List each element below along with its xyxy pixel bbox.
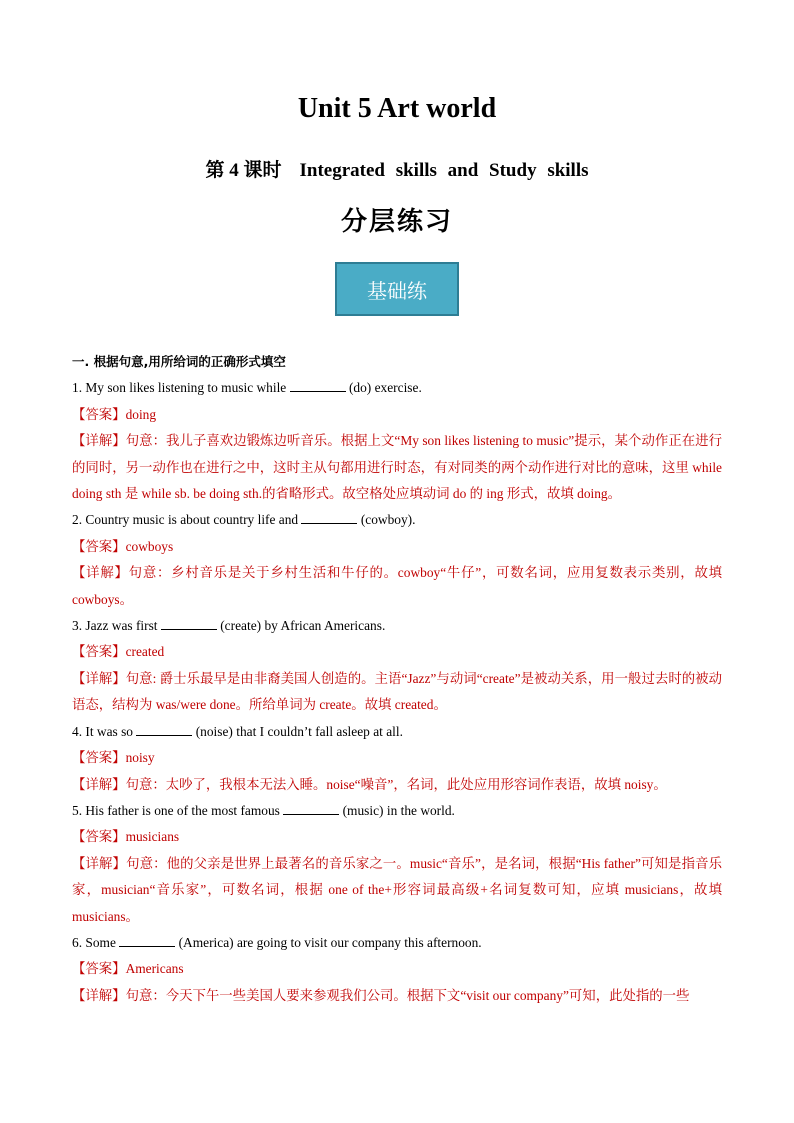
- question: [72, 613, 722, 639]
- lesson-subtitle: [0, 155, 794, 182]
- answer-label: 【答案】: [72, 406, 126, 422]
- question-text-before: 2. Country music is about country life and: [72, 512, 302, 528]
- page-title: Unit 5 Art world: [297, 93, 497, 124]
- detail-label: 【详解】: [72, 776, 126, 792]
- answer-label: 【答案】: [72, 829, 126, 845]
- detail-text: 句意：他的父亲是世界上最著名的音乐家之一。music“音乐”，是名词，根据“His father”可知是指音乐家，musician“音乐家”，可数名词，根据 one of the+形容词最高级+名词复数可知，应填 musicians，故填 musicians。: [72, 855, 722, 924]
- lesson-number: 第 4 课时: [205, 160, 282, 181]
- answer-blank: [283, 802, 339, 815]
- answer-value: Americans: [125, 961, 184, 977]
- detail-line: [72, 851, 722, 930]
- detail-text: 句意：今天下午一些美国人要来参观我们公司。根据下文“visit our company”可知，此处指的一些: [125, 987, 690, 1003]
- detail-text: 句意：太吵了，我根本无法入睡。noise“噪音”，名词，此处应用形容词作表语，故填 noisy。: [125, 776, 667, 792]
- question: [72, 507, 722, 533]
- detail-label: 【详解】: [72, 855, 127, 871]
- question: [72, 375, 722, 401]
- answer-line: [72, 402, 722, 428]
- answer-blank: [290, 379, 346, 392]
- exercise-section-title: 一. 根据句意,用所给词的正确形式填空: [72, 354, 286, 369]
- answer-line: [72, 956, 722, 982]
- answer-blank: [136, 723, 192, 736]
- answer-line: [72, 639, 722, 665]
- answer-label: 【答案】: [72, 961, 126, 977]
- answer-line: [72, 745, 722, 771]
- question-text-before: 4. It was so: [72, 723, 137, 739]
- answer-value: created: [125, 644, 165, 660]
- answer-value: musicians: [125, 829, 180, 845]
- answer-line: [72, 534, 722, 560]
- detail-line: [72, 772, 722, 798]
- question-text-after: (noise) that I couldn’t fall asleep at all.: [192, 723, 403, 739]
- detail-text: 句意: 爵士乐最早是由非裔美国人创造的。主语“Jazz”与动词“create”是被动关系，用一般过去时的被动语态，结构为 was/were done。所给单词为 create。故填 created。: [72, 670, 723, 713]
- detail-label: 【详解】: [72, 565, 129, 581]
- question-text-before: 6. Some: [72, 934, 120, 950]
- answer-value: cowboys: [125, 538, 174, 554]
- detail-text: 句意：我儿子喜欢边锻炼边听音乐。根据上文“My son likes listening to music”提示，某个动作正在进行的同时，另一动作也在进行之中，这时主从句都用进行时态，有对同类的两个动作进行对比的意味，这里 while doing sth 是 while sb. be doing sth.的省略形式。故空格处应填动词 do 的 ing 形式，故填 doing。: [72, 433, 723, 502]
- detail-label: 【详解】: [72, 670, 126, 686]
- detail-label: 【详解】: [72, 433, 126, 449]
- question-text-after: (America) are going to visit our company this afternoon.: [175, 934, 482, 950]
- question: [72, 798, 722, 824]
- question: [72, 719, 722, 745]
- question-text-after: (do) exercise.: [345, 380, 422, 396]
- exercise-content: [72, 349, 722, 1009]
- question-text-after: (music) in the world.: [339, 802, 455, 818]
- detail-label: 【详解】: [72, 987, 126, 1003]
- answer-line: [72, 824, 722, 850]
- detail-text: 句意：乡村音乐是关于乡村生活和牛仔的。cowboy“牛仔”，可数名词，应用复数表示类别，故填 cowboys。: [72, 565, 723, 607]
- question-text-before: 1. My son likes listening to music while: [72, 380, 290, 396]
- question-text-before: 3. Jazz was first: [72, 618, 161, 634]
- level-badge: [335, 262, 459, 316]
- detail-line: [72, 983, 722, 1009]
- section-heading: 分层练习: [340, 207, 453, 236]
- detail-line: [72, 428, 722, 507]
- answer-label: 【答案】: [72, 750, 126, 766]
- detail-line: [72, 560, 722, 613]
- answer-value: noisy: [125, 750, 155, 766]
- answer-value: doing: [125, 406, 157, 422]
- answer-label: 【答案】: [72, 538, 126, 554]
- answer-blank: [301, 511, 357, 524]
- detail-line: [72, 666, 722, 719]
- answer-blank: [119, 934, 175, 947]
- answer-blank: [161, 617, 217, 630]
- answer-label: 【答案】: [72, 644, 126, 660]
- question: [72, 930, 722, 956]
- question-text-before: 5. His father is one of the most famous: [72, 802, 284, 818]
- lesson-topic: Integrated skills and Study skills: [299, 160, 589, 181]
- level-badge-label: 基础练: [367, 280, 427, 303]
- question-text-after: (create) by African Americans.: [216, 618, 386, 634]
- question-text-after: (cowboy).: [357, 512, 416, 528]
